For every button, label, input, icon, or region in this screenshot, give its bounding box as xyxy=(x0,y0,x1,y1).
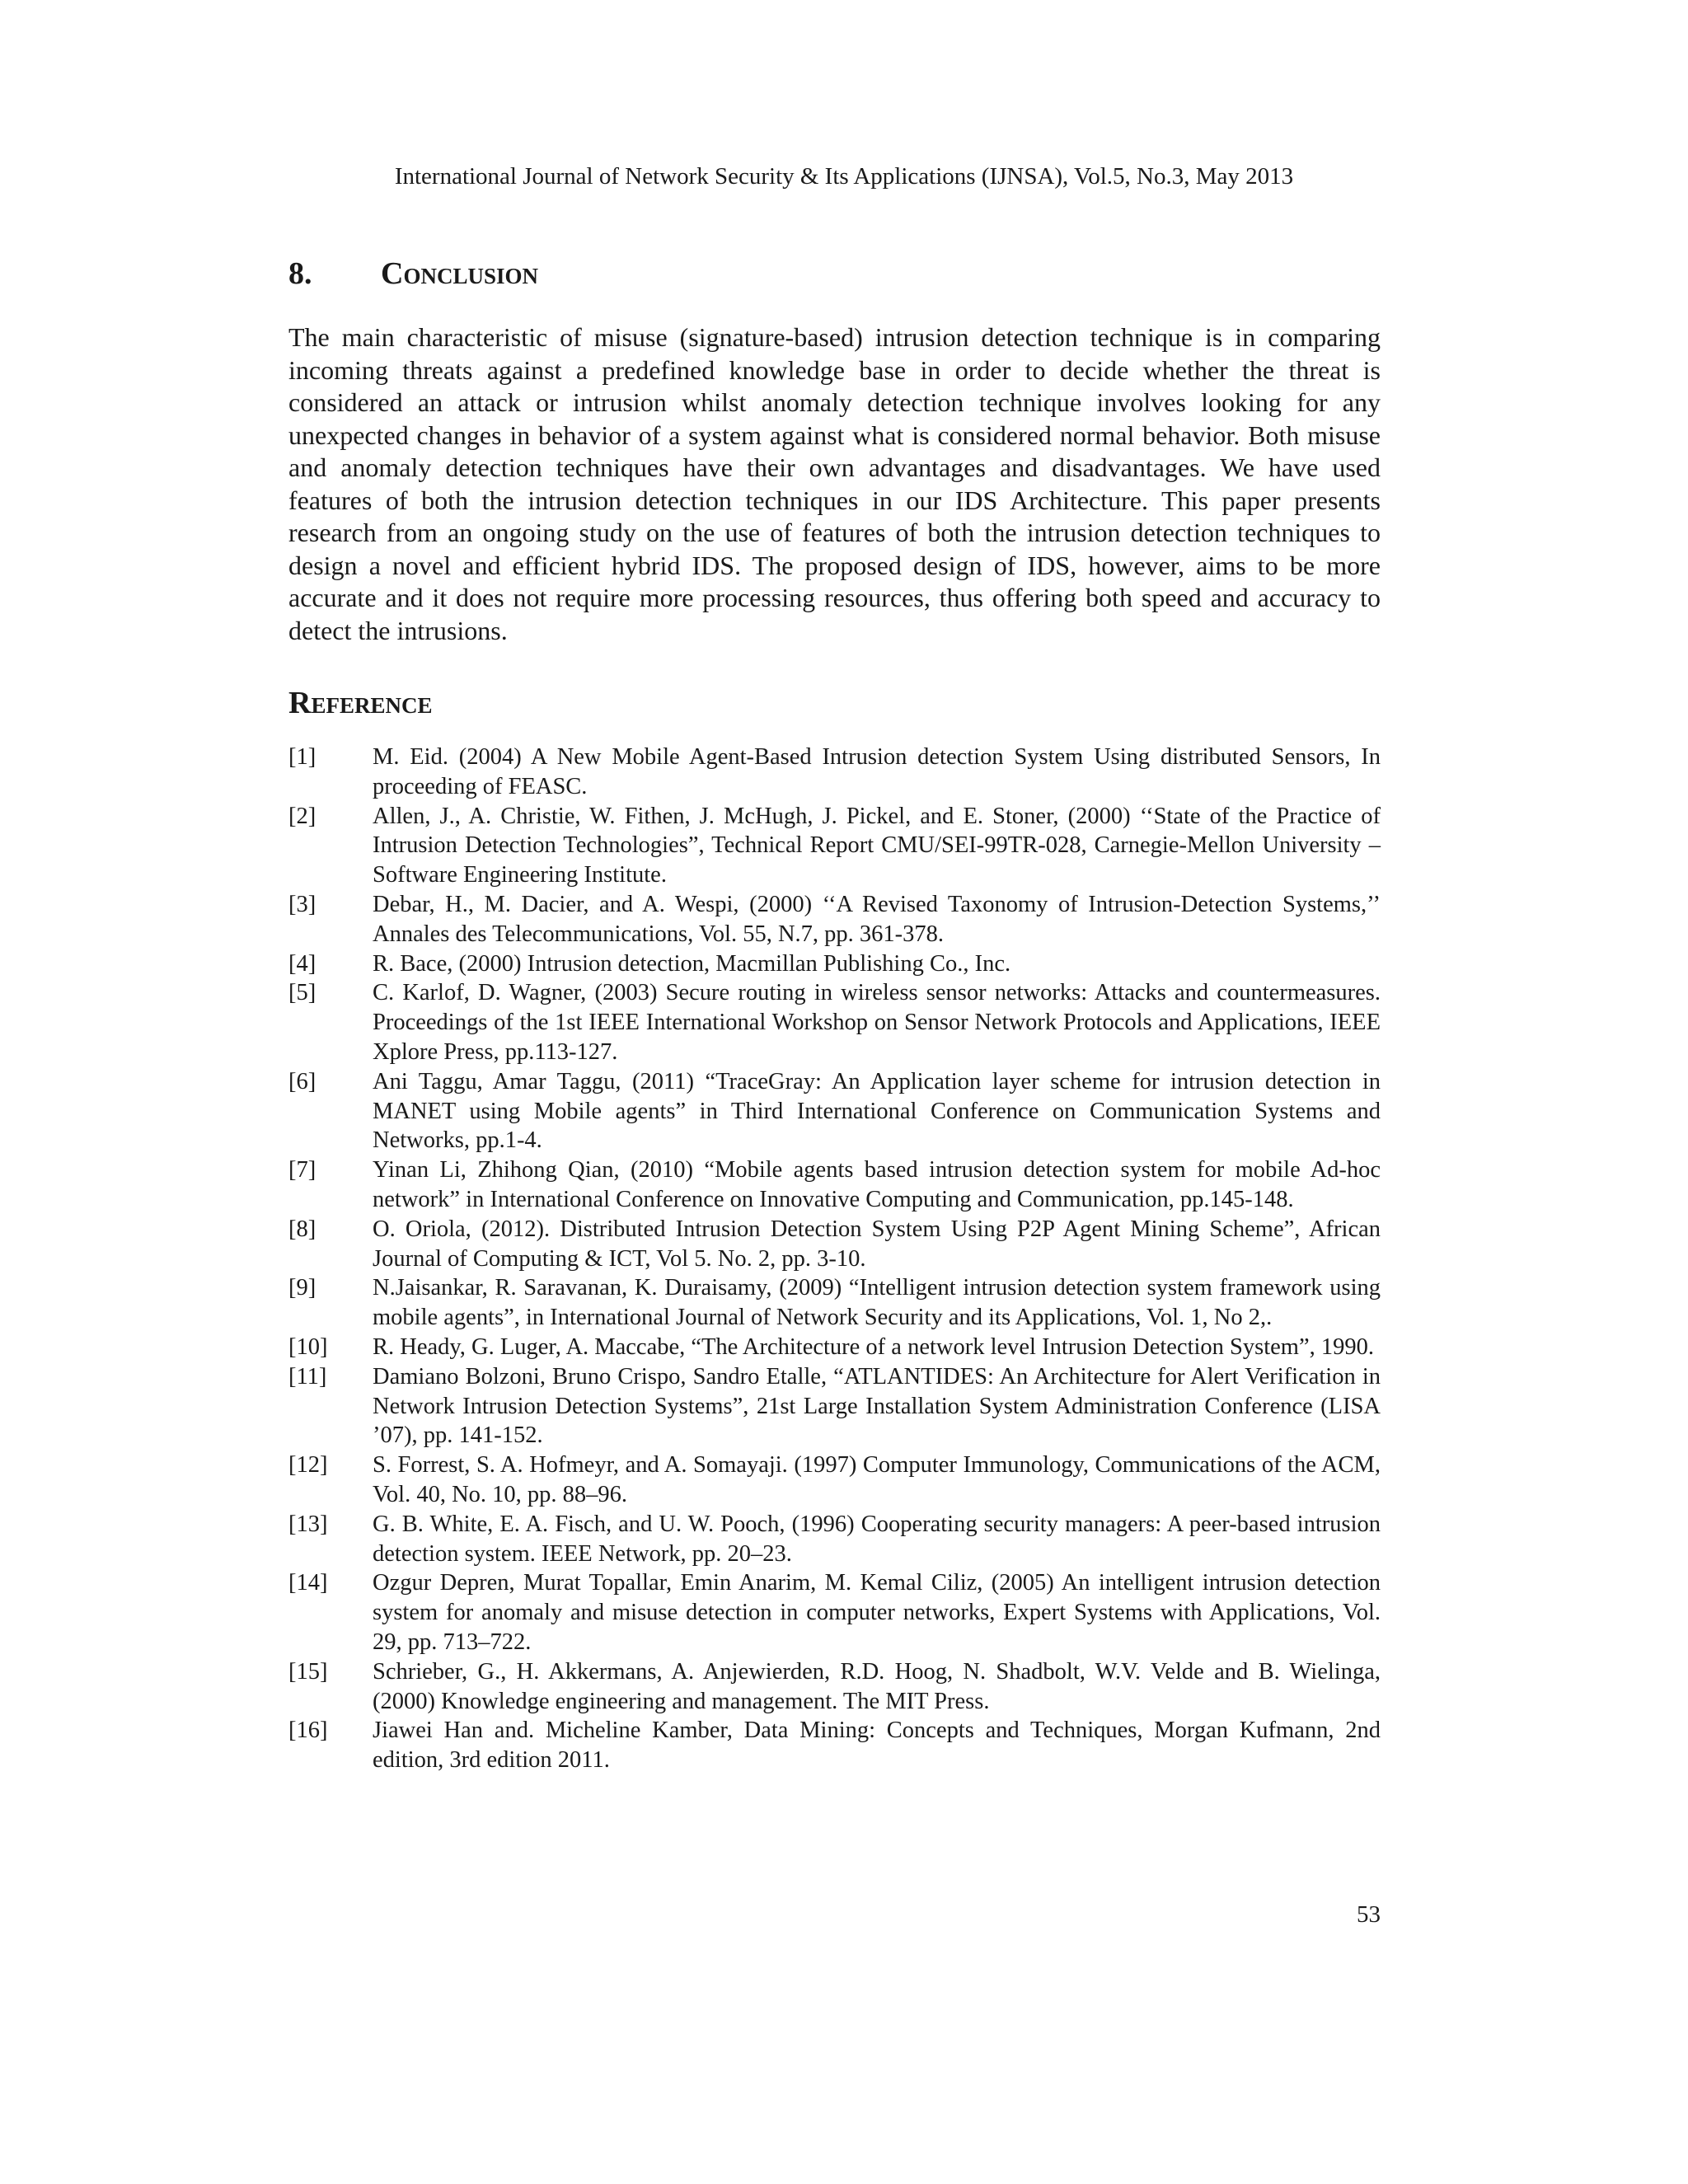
reference-item xyxy=(288,1333,1381,1362)
reference-item xyxy=(288,802,1381,890)
reference-number: [10] xyxy=(288,1333,328,1360)
reference-text: C. Karlof, D. Wagner, (2003) Secure routing in wireless sensor networks: Attacks and countermeasures. Proceedings of the 1st IEEE International Workshop on Sensor Network Protocols and Applications, IEEE Xplore Press, pp.113-127. xyxy=(373,980,1381,1065)
reference-item xyxy=(288,1067,1381,1155)
reference-text: S. Forrest, S. A. Hofmeyr, and A. Somayaji. (1997) Computer Immunology, Communications of the ACM, Vol. 40, No. 10, pp. 88–96. xyxy=(373,1452,1381,1507)
reference-text: Yinan Li, Zhihong Qian, (2010) “Mobile agents based intrusion detection system for mobile Ad-hoc network” in International Conference on Innovative Computing and Communication, pp.145-148. xyxy=(373,1157,1381,1212)
page-content xyxy=(288,247,1381,1775)
reference-text: N.Jaisankar, R. Saravanan, K. Duraisamy, (2009) “Intelligent intrusion detection system framework using mobile agents”, in International Journal of Network Security and its Applications, Vol. 1, No 2,. xyxy=(373,1275,1381,1331)
reference-text: G. B. White, E. A. Fisch, and U. W. Pooch, (1996) Cooperating security managers: A peer-based intrusion detection system. IEEE Network, pp. 20–23. xyxy=(373,1511,1381,1567)
reference-number: [7] xyxy=(288,1157,316,1183)
conclusion-heading xyxy=(288,254,1381,293)
reference-item xyxy=(288,890,1381,949)
reference-number: [2] xyxy=(288,803,316,829)
reference-text: Ozgur Depren, Murat Topallar, Emin Anarim, M. Kemal Ciliz, (2005) An intelligent intrusion detection system for anomaly and misuse detection in computer networks, Expert Systems with Applications, Vol. 29, pp. 713–722. xyxy=(373,1570,1381,1655)
reference-text: R. Heady, G. Luger, A. Maccabe, “The Architecture of a network level Intrusion Detection System”, 1990. xyxy=(373,1333,1374,1360)
section-number: 8. xyxy=(288,256,312,291)
reference-item xyxy=(288,743,1381,802)
reference-item xyxy=(288,1215,1381,1274)
reference-item xyxy=(288,1273,1381,1333)
section-title: Conclusion xyxy=(381,256,538,291)
reference-item xyxy=(288,1155,1381,1215)
reference-list xyxy=(288,743,1381,1775)
reference-number: [8] xyxy=(288,1216,316,1242)
reference-item xyxy=(288,1716,1381,1775)
reference-text: Jiawei Han and. Micheline Kamber, Data Mining: Concepts and Techniques, Morgan Kufmann, 2nd edition, 3rd edition 2011. xyxy=(373,1718,1381,1774)
reference-number: [3] xyxy=(288,891,316,917)
reference-number: [6] xyxy=(288,1068,316,1094)
reference-text: Schrieber, G., H. Akkermans, A. Anjewierden, R.D. Hoog, N. Shadbolt, W.V. Velde and B. Wielinga, (2000) Knowledge engineering and management. The MIT Press. xyxy=(373,1658,1381,1714)
reference-number: [4] xyxy=(288,950,316,977)
reference-number: [14] xyxy=(288,1570,328,1596)
reference-text: Debar, H., M. Dacier, and A. Wespi, (2000) ‘‘A Revised Taxonomy of Intrusion-Detection Systems,’’ Annales des Telecommunications, Vol. 55, N.7, pp. 361-378. xyxy=(373,891,1381,947)
reference-number: [1] xyxy=(288,744,316,770)
reference-text: Ani Taggu, Amar Taggu, (2011) “TraceGray: An Application layer scheme for intrusion detection in MANET using Mobile agents” in Third International Conference on Communication Systems and Networks, pp.1-4. xyxy=(373,1068,1381,1154)
reference-number: [13] xyxy=(288,1511,328,1537)
running-header: International Journal of Network Security & Its Applications (IJNSA), Vol.5, No.3, May 2013 xyxy=(394,163,1294,190)
reference-text: R. Bace, (2000) Intrusion detection, Macmillan Publishing Co., Inc. xyxy=(373,950,1011,977)
reference-text: M. Eid. (2004) A New Mobile Agent-Based Intrusion detection System Using distributed Sensors, In proceeding of FEASC. xyxy=(373,744,1381,799)
reference-text: O. Oriola, (2012). Distributed Intrusion Detection System Using P2P Agent Mining Scheme”, African Journal of Computing & ICT, Vol 5. No. 2, pp. 3-10. xyxy=(373,1216,1381,1272)
reference-number: [15] xyxy=(288,1658,328,1685)
reference-item xyxy=(288,1657,1381,1717)
page-number: 53 xyxy=(1357,1901,1381,1928)
references-heading: Reference xyxy=(288,686,433,720)
reference-number: [11] xyxy=(288,1363,327,1390)
reference-text: Damiano Bolzoni, Bruno Crispo, Sandro Etalle, “ATLANTIDES: An Architecture for Alert Verification in Network Intrusion Detection Systems”, 21st Large Installation System Administration Conference (LISA ’07), pp. 141-152. xyxy=(373,1363,1381,1449)
reference-item xyxy=(288,1362,1381,1451)
conclusion-paragraph: The main characteristic of misuse (signature-based) intrusion detection technique is in comparing incoming threats against a predefined knowledge base in order to decide whether the threat is considered an attack or intrusion whilst anomaly detection technique involves looking for any unexpected changes in behavior of a system against what is considered normal behavior. Both misuse and anomaly detection techniques have their own advantages and disadvantages. We have used features of both the intrusion detection techniques in our IDS Architecture. This paper presents research from an ongoing study on the use of features of both the intrusion detection techniques to design a novel and efficient hybrid IDS. The proposed design of IDS, however, aims to be more accurate and it does not require more processing resources, thus offering both speed and accuracy to detect the intrusions. xyxy=(288,322,1381,645)
reference-item xyxy=(288,949,1381,979)
reference-number: [12] xyxy=(288,1452,328,1479)
reference-item xyxy=(288,1510,1381,1569)
reference-item xyxy=(288,978,1381,1066)
reference-number: [5] xyxy=(288,980,316,1006)
reference-item xyxy=(288,1568,1381,1657)
reference-item xyxy=(288,1451,1381,1510)
reference-text: Allen, J., A. Christie, W. Fithen, J. McHugh, J. Pickel, and E. Stoner, (2000) ‘‘State of the Practice of Intrusion Detection Technologies”, Technical Report CMU/SEI-99TR-028, Carnegie-Mellon University – Software Engineering Institute. xyxy=(373,803,1381,888)
reference-number: [16] xyxy=(288,1718,328,1744)
reference-number: [9] xyxy=(288,1275,316,1301)
